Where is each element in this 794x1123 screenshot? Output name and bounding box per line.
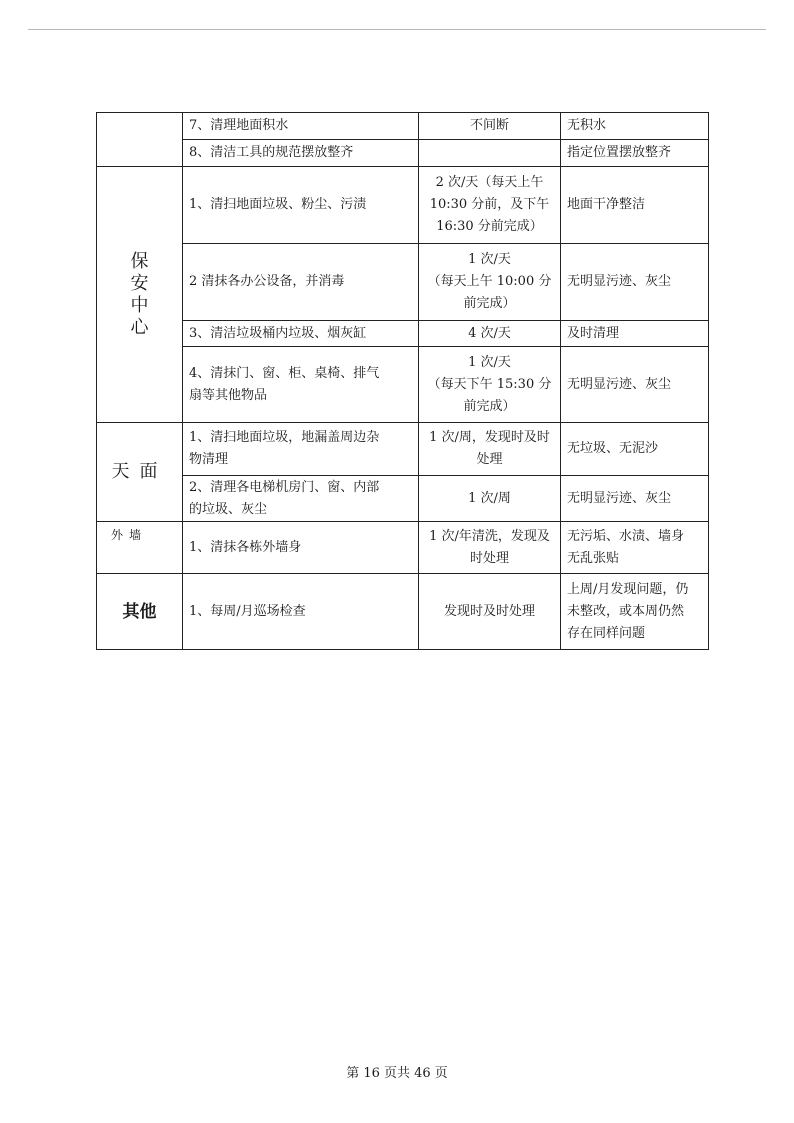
frequency-cell: 1 次/周 [419, 476, 561, 522]
header-rule [28, 29, 766, 30]
frequency-cell: 1 次/周，发现时及时 处理 [419, 423, 561, 476]
frequency-cell: 发现时及时处理 [419, 574, 561, 650]
task-cell: 1、每周/月巡场检查 [183, 574, 419, 650]
task-cell: 1、清抹各栋外墙身 [183, 522, 419, 574]
standard-cell: 无明显污迹、灰尘 [561, 244, 709, 321]
task-cell: 1、清扫地面垃圾、粉尘、污渍 [183, 167, 419, 244]
area-exterior-wall: 外墙 [97, 522, 183, 574]
frequency-cell: 不间断 [419, 113, 561, 140]
table-row [97, 347, 709, 423]
standard-cell: 及时清理 [561, 321, 709, 347]
standard-cell: 无污垢、水渍、墙身 无乱张贴 [561, 522, 709, 574]
task-cell: 8、清洁工具的规范摆放整齐 [183, 140, 419, 167]
standard-cell: 无积水 [561, 113, 709, 140]
table-row [97, 476, 709, 522]
standard-cell: 指定位置摆放整齐 [561, 140, 709, 167]
table-row [97, 321, 709, 347]
table-row [97, 167, 709, 244]
task-cell: 4、清抹门、窗、柜、桌椅、排气 扇等其他物品 [183, 347, 419, 423]
table-row [97, 244, 709, 321]
area-other: 其他 [97, 574, 183, 650]
task-cell: 3、清洁垃圾桶内垃圾、烟灰缸 [183, 321, 419, 347]
task-cell: 2、清理各电梯机房门、窗、内部 的垃圾、灰尘 [183, 476, 419, 522]
table-row [97, 522, 709, 574]
task-cell: 2 清抹各办公设备，并消毒 [183, 244, 419, 321]
table-row [97, 140, 709, 167]
frequency-cell: 4 次/天 [419, 321, 561, 347]
frequency-cell: 2 次/天（每天上午 10:30 分前，及下午 16:30 分前完成） [419, 167, 561, 244]
table-row [97, 423, 709, 476]
page-number: 第 16 页共 46 页 [346, 1066, 448, 1081]
area-security-center: 保 安 中 心 [97, 167, 183, 423]
frequency-cell: 1 次/年清洗，发现及 时处理 [419, 522, 561, 574]
area-rooftop: 天面 [97, 423, 183, 522]
standard-cell: 地面干净整洁 [561, 167, 709, 244]
table-row [97, 113, 709, 140]
task-cell: 7、清理地面积水 [183, 113, 419, 140]
standard-cell: 无垃圾、无泥沙 [561, 423, 709, 476]
cleaning-schedule-table [96, 112, 709, 650]
standard-cell: 上周/月发现问题，仍 未整改，或本周仍然 存在同样问题 [561, 574, 709, 650]
table-row [97, 574, 709, 650]
standard-cell: 无明显污迹、灰尘 [561, 347, 709, 423]
frequency-cell: 1 次/天 （每天上午 10:00 分 前完成） [419, 244, 561, 321]
standard-cell: 无明显污迹、灰尘 [561, 476, 709, 522]
frequency-cell: 1 次/天 （每天下午 15:30 分 前完成） [419, 347, 561, 423]
task-cell: 1、清扫地面垃圾，地漏盖周边杂 物清理 [183, 423, 419, 476]
area-cell-continued [97, 113, 183, 167]
frequency-cell [419, 140, 561, 167]
